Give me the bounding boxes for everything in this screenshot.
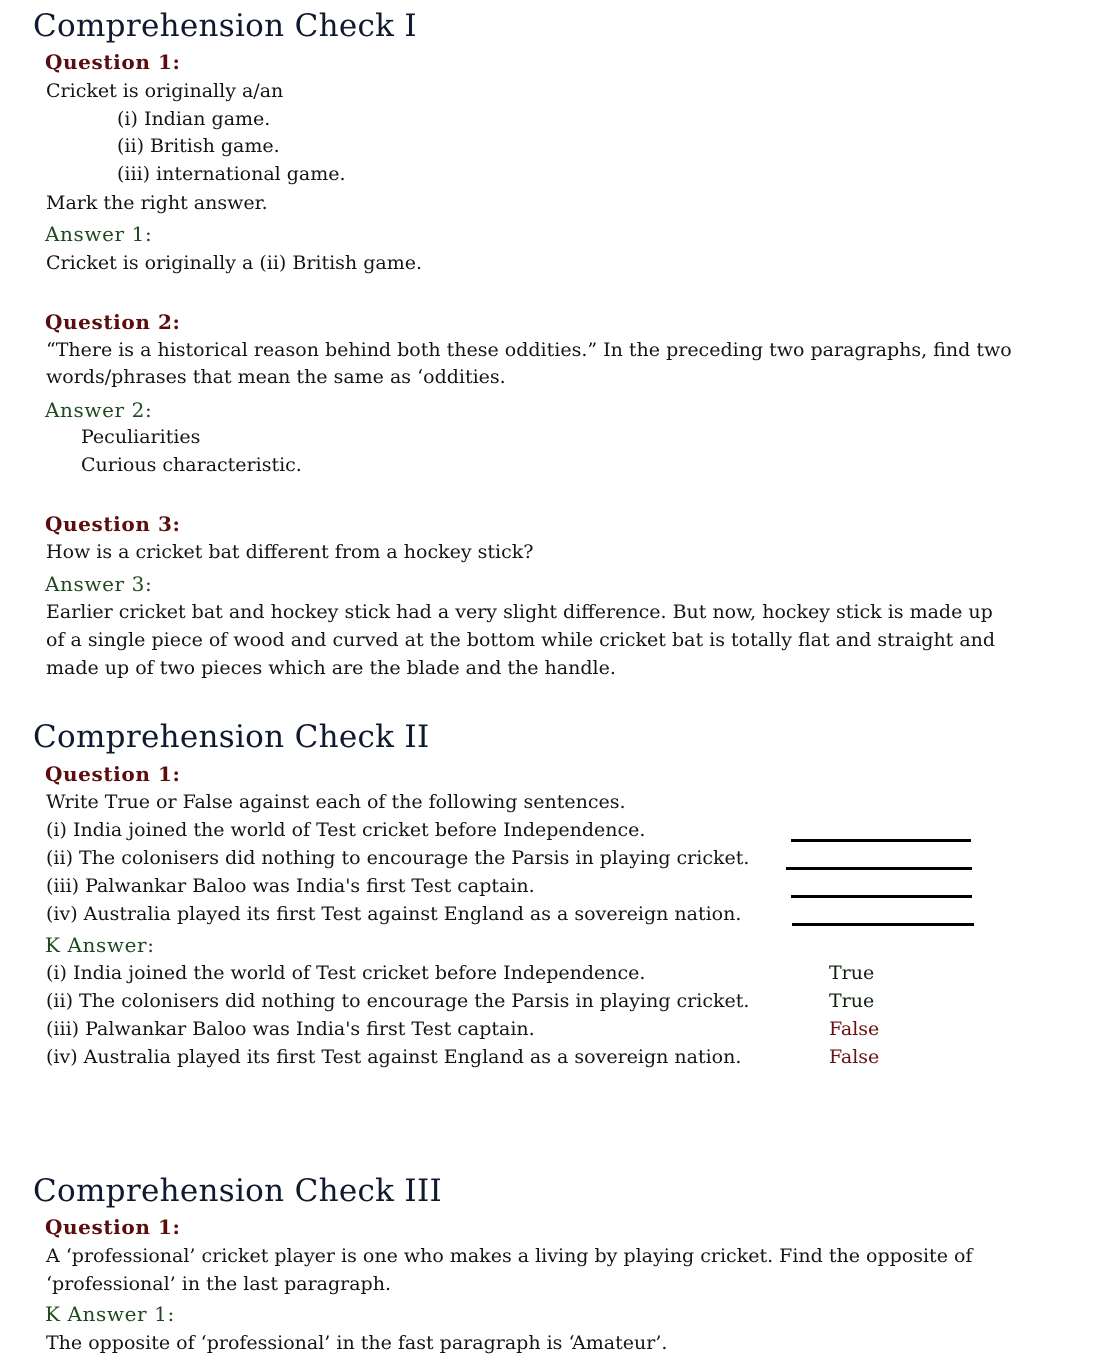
answer-value-true: True xyxy=(829,990,875,1012)
answer-statement: (i) India joined the world of Test cricket before Independence. xyxy=(46,962,646,984)
answer-value-false: False xyxy=(829,1018,880,1040)
answer-text-line: of a single piece of wood and curved at the bottom while cricket bat is totally flat and straight and xyxy=(46,629,996,651)
question-text: Write True or False against each of the following sentences. xyxy=(46,791,626,813)
section-title-check-2: Comprehension Check II xyxy=(33,719,430,755)
option-item: (ii) British game. xyxy=(117,135,280,157)
section-title-check-1: Comprehension Check I xyxy=(33,8,417,44)
answer-value-true: True xyxy=(829,962,875,984)
statement-item: (ii) The colonisers did nothing to encourage the Parsis in playing cricket. xyxy=(46,847,750,869)
answer-label: K Answer: xyxy=(45,933,155,957)
answer-label: Answer 1: xyxy=(45,222,153,246)
answer-text-line: made up of two pieces which are the blade and the handle. xyxy=(46,657,616,679)
answer-label: Answer 3: xyxy=(45,572,153,596)
answer-blank xyxy=(792,923,974,926)
answer-blank xyxy=(791,839,971,842)
section-title-check-3: Comprehension Check III xyxy=(33,1173,443,1209)
answer-label: K Answer 1: xyxy=(45,1302,175,1326)
answer-item: Curious characteristic. xyxy=(81,454,302,476)
answer-statement: (ii) The colonisers did nothing to encourage the Parsis in playing cricket. xyxy=(46,990,750,1012)
question-text: Cricket is originally a/an xyxy=(46,80,284,102)
answer-blank xyxy=(791,895,972,898)
question-text: How is a cricket bat different from a hockey stick? xyxy=(46,541,534,563)
answer-text-line: Earlier cricket bat and hockey stick had a very slight difference. But now, hockey stick is made up xyxy=(46,601,993,623)
question-text-line: “There is a historical reason behind both these oddities.” In the preceding two paragraphs, find two xyxy=(46,339,1012,361)
answer-label: Answer 2: xyxy=(45,398,153,422)
question-label: Question 1: xyxy=(45,1215,181,1239)
question-label: Question 1: xyxy=(45,50,181,74)
statement-item: (iv) Australia played its first Test against England as a sovereign nation. xyxy=(46,903,742,925)
statement-item: (i) India joined the world of Test cricket before Independence. xyxy=(46,819,646,841)
question-instruction: Mark the right answer. xyxy=(46,192,268,214)
statement-item: (iii) Palwankar Baloo was India's first Test captain. xyxy=(46,875,535,897)
question-label: Question 2: xyxy=(45,310,181,334)
answer-statement: (iv) Australia played its first Test against England as a sovereign nation. xyxy=(46,1046,742,1068)
answer-statement: (iii) Palwankar Baloo was India's first Test captain. xyxy=(46,1018,535,1040)
answer-text: Cricket is originally a (ii) British game. xyxy=(46,252,423,274)
question-label: Question 1: xyxy=(45,762,181,786)
answer-value-false: False xyxy=(829,1046,880,1068)
question-text-line: words/phrases that mean the same as ‘oddities. xyxy=(46,366,506,388)
option-item: (i) Indian game. xyxy=(117,108,271,130)
option-item: (iii) international game. xyxy=(117,163,346,185)
answer-text: The opposite of ‘professional’ in the fast paragraph is ‘Amateur’. xyxy=(46,1332,668,1354)
question-label: Question 3: xyxy=(45,512,181,536)
question-text-line: A ‘professional’ cricket player is one who makes a living by playing cricket. Find the opposite of xyxy=(46,1245,973,1267)
answer-item: Peculiarities xyxy=(81,426,201,448)
answer-blank xyxy=(786,867,972,870)
question-text-line: ‘professional’ in the last paragraph. xyxy=(46,1273,391,1295)
